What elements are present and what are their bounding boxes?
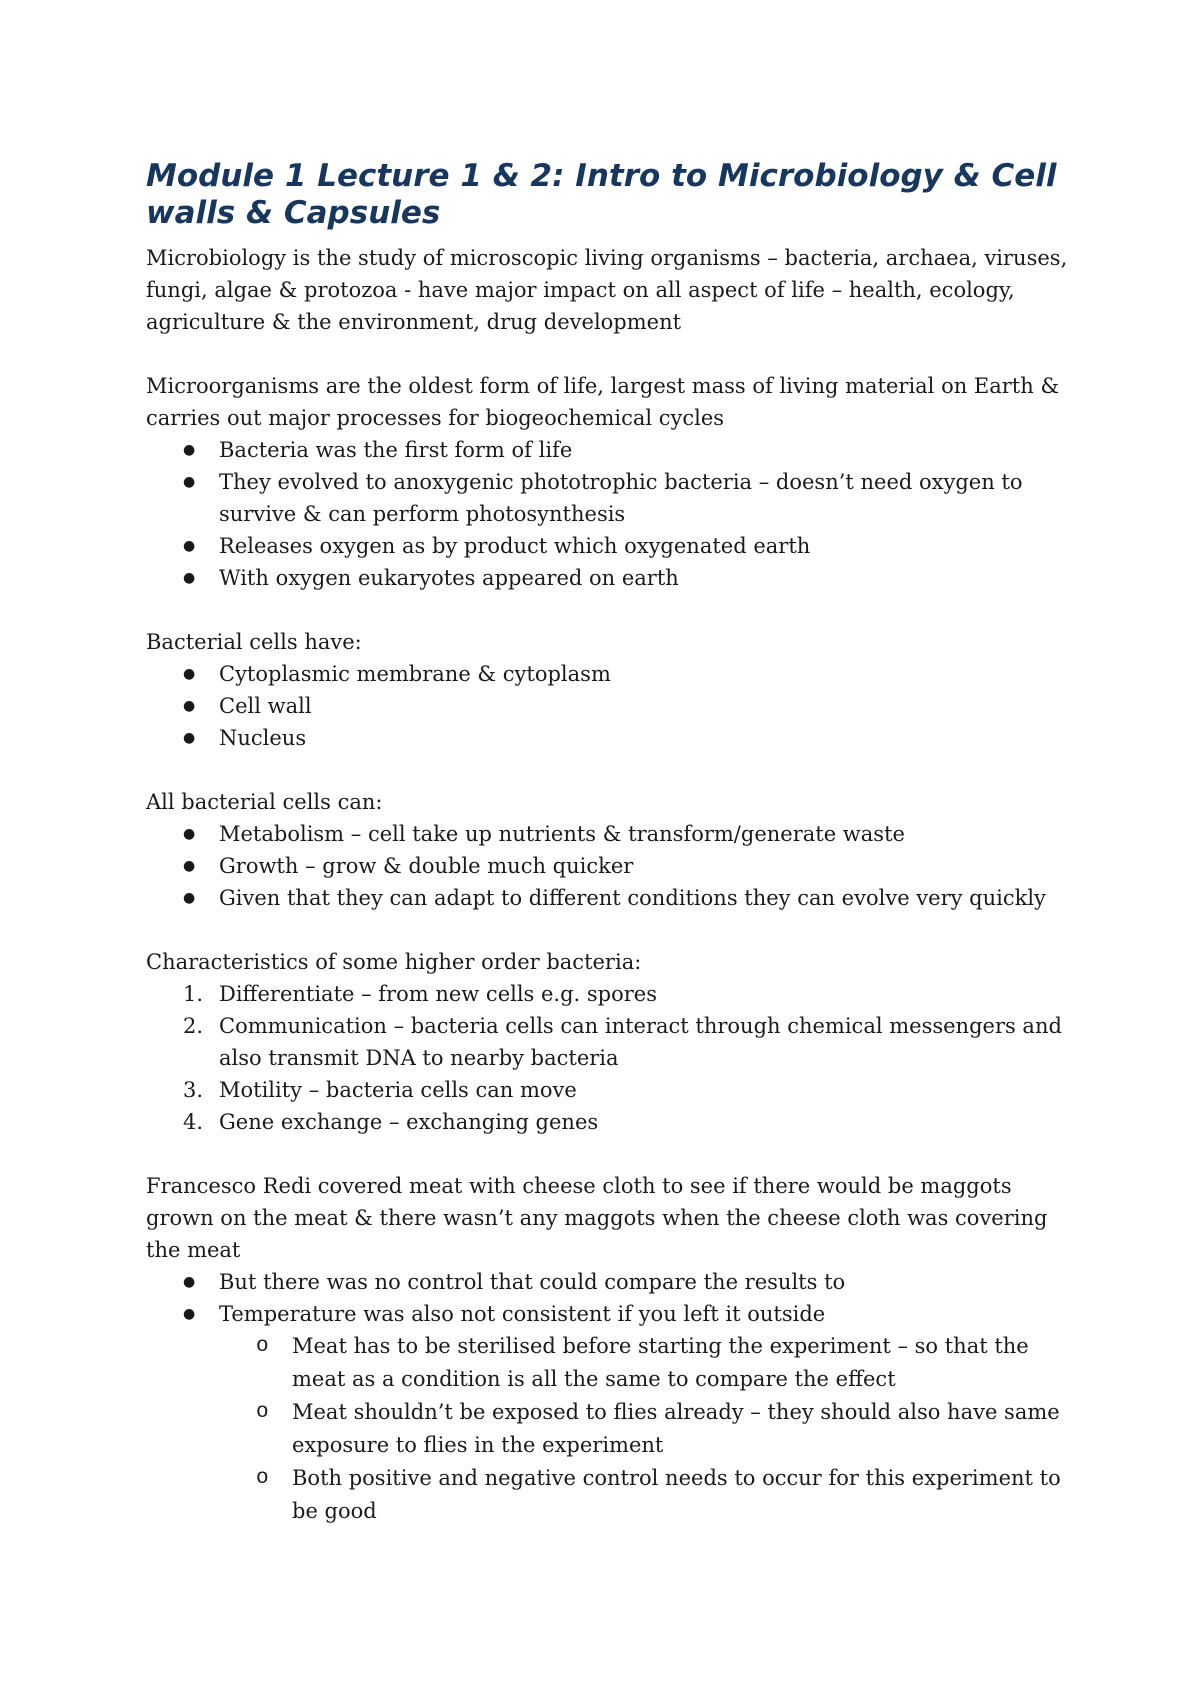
- microorganisms-bullet-list: [146, 434, 1076, 594]
- paragraph-spacer: [146, 594, 1076, 626]
- redi-paragraph: Francesco Redi covered meat with cheese cloth to see if there would be maggots grown on the meat & there wasn’t any maggots when the cheese cloth was covering the meat: [146, 1174, 1048, 1262]
- bacterial-cells-heading: Bacterial cells have:: [146, 630, 362, 654]
- list-item: ● Cytoplasmic membrane & cytoplasm: [146, 658, 1076, 690]
- paragraph-spacer: [146, 754, 1076, 786]
- list-item: ● But there was no control that could compare the results to: [146, 1266, 1076, 1298]
- all-bacterial-cells-heading: All bacterial cells can:: [146, 790, 383, 814]
- list-item-text: Differentiate – from new cells e.g. spores: [219, 982, 658, 1006]
- paragraph-spacer: [146, 1138, 1076, 1170]
- sub-list-item: o Meat shouldn’t be exposed to flies already – they should also have same exposure to flies in the experiment: [146, 1396, 1076, 1462]
- list-item: ● Temperature was also not consistent if you left it outside: [146, 1298, 1076, 1330]
- paragraph-spacer: [146, 338, 1076, 370]
- list-item: ● Growth – grow & double much quicker: [146, 850, 1076, 882]
- list-item: ● With oxygen eukaryotes appeared on earth: [146, 562, 1076, 594]
- list-item-text: Motility – bacteria cells can move: [219, 1078, 577, 1102]
- list-item: ● Given that they can adapt to different conditions they can evolve very quickly: [146, 882, 1076, 914]
- list-item-text: Communication – bacteria cells can interact through chemical messengers and also transmit DNA to nearby bacteria: [219, 1014, 1062, 1070]
- list-item: [146, 1074, 1076, 1106]
- document-title: Module 1 Lecture 1 & 2: Intro to Microbiology & Cell walls & Capsules: [146, 158, 1057, 231]
- list-item: ● Releases oxygen as by product which oxygenated earth: [146, 530, 1076, 562]
- list-item: ● Cell wall: [146, 690, 1076, 722]
- list-item: ● They evolved to anoxygenic phototrophic bacteria – doesn’t need oxygen to survive & can perform photosynthesis: [146, 466, 1076, 530]
- sub-list-item: o Meat has to be sterilised before starting the experiment – so that the meat as a condition is all the same to compare the effect: [146, 1330, 1076, 1396]
- list-item: ● Metabolism – cell take up nutrients & transform/generate waste: [146, 818, 1076, 850]
- redi-sub-bullet-list: [146, 1330, 1076, 1528]
- list-item: [146, 1106, 1076, 1138]
- list-item: [146, 978, 1076, 1010]
- all-bacterial-cells-bullet-list: [146, 818, 1076, 914]
- sub-list-item: o Both positive and negative control needs to occur for this experiment to be good: [146, 1462, 1076, 1528]
- redi-bullet-list: [146, 1266, 1076, 1330]
- list-number: 1.: [183, 982, 204, 1006]
- list-item-text: Gene exchange – exchanging genes: [219, 1110, 599, 1134]
- intro-paragraph: Microbiology is the study of microscopic living organisms – bacteria, archaea, viruses, fungi, algae & protozoa - have major impact on all aspect of life – health, ecology, agriculture & the environment, drug development: [146, 246, 1068, 334]
- paragraph-spacer: [146, 914, 1076, 946]
- list-item: ● Bacteria was the first form of life: [146, 434, 1076, 466]
- bacterial-cells-bullet-list: [146, 658, 1076, 754]
- microorganisms-paragraph: Microorganisms are the oldest form of life, largest mass of living material on Earth & carries out major processes for biogeochemical cycles: [146, 374, 1060, 430]
- list-number: 2.: [183, 1014, 204, 1038]
- higher-order-numbered-list: [146, 978, 1076, 1138]
- list-number: 3.: [183, 1078, 204, 1102]
- document-body: [146, 158, 1076, 1528]
- list-number: 4.: [183, 1110, 204, 1134]
- higher-order-heading: Characteristics of some higher order bacteria:: [146, 950, 642, 974]
- list-item: [146, 1010, 1076, 1074]
- list-item: ● Nucleus: [146, 722, 1076, 754]
